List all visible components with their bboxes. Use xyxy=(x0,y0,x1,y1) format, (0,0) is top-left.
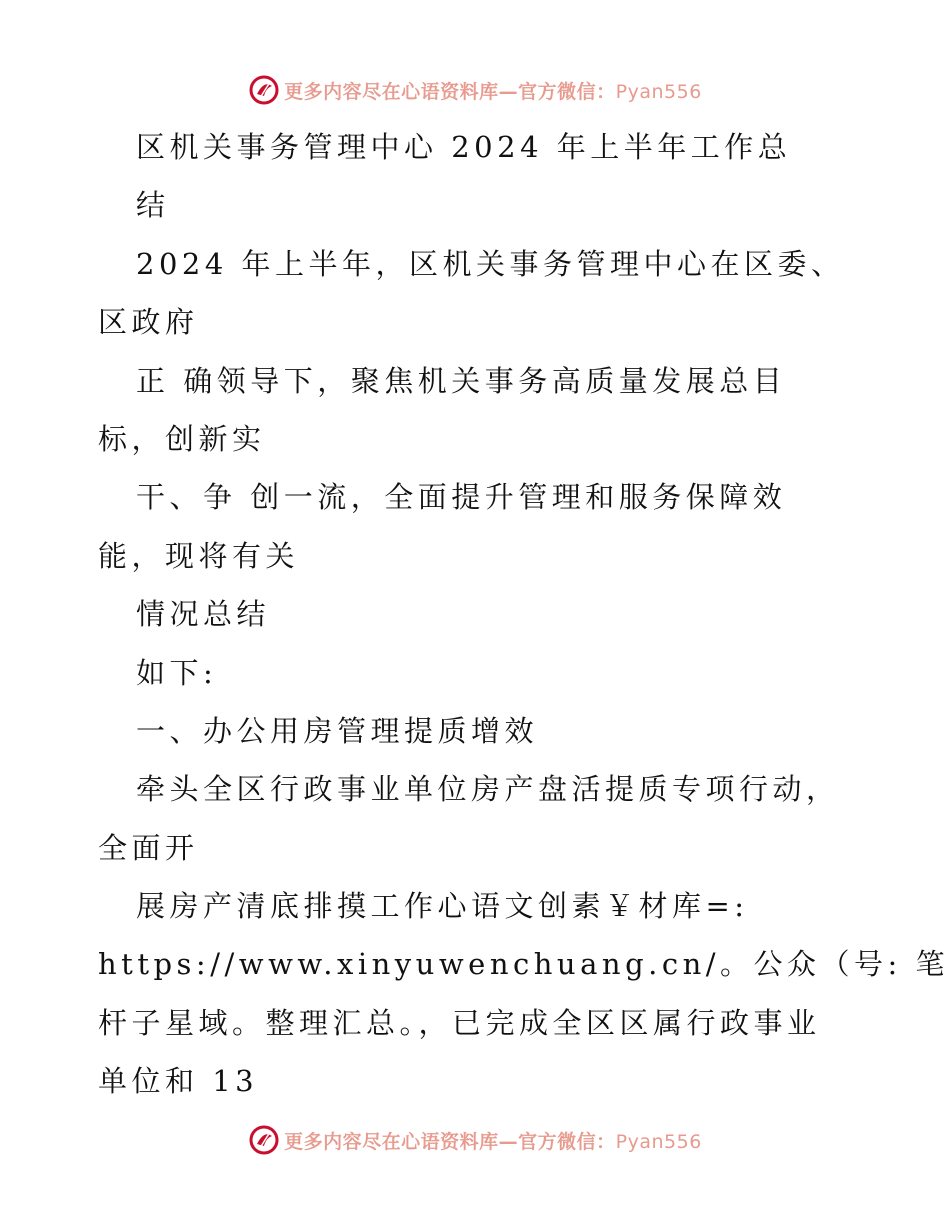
text-line: 展房产清底排摸工作心语文创素￥材库=: xyxy=(136,889,749,924)
header-watermark-banner xyxy=(0,70,950,110)
footer-watermark-banner xyxy=(0,1120,950,1160)
red-swirl-logo-icon xyxy=(248,1124,280,1156)
red-swirl-logo-icon xyxy=(248,74,280,106)
text-line: 情况总结 xyxy=(136,597,271,632)
text-line: 如下: xyxy=(136,655,218,690)
watermark-text: 更多内容尽在心语资料库—官方微信：Pyan556 xyxy=(284,80,702,103)
text-line: 结 xyxy=(136,188,170,223)
document-body xyxy=(98,118,950,1111)
text-line: 区机关事务管理中心 2024 年上半年工作总 xyxy=(136,130,792,164)
text-line: 正 确领导下，聚焦机关事务高质量发展总目 xyxy=(136,363,787,398)
text-line: 杆子星域。整理汇总。，已完成全区区属行政事业 xyxy=(98,1005,821,1040)
watermark-text: 更多内容尽在心语资料库—官方微信：Pyan556 xyxy=(284,1130,702,1153)
text-line: 能，现将有关 xyxy=(98,538,300,573)
text-line: 区政府 xyxy=(98,305,199,340)
text-line: 全面开 xyxy=(98,830,199,865)
text-line: 牵头全区行政事业单位房产盘活提质专项行动， xyxy=(136,772,840,807)
text-line: 2024 年上半年，区机关事务管理中心在区委、 xyxy=(136,246,845,281)
text-line: https://www.xinyuwenchuang.cn/。公众（号: 笔 xyxy=(98,947,950,982)
text-line: 干、争 创一流，全面提升管理和服务保障效 xyxy=(136,480,787,515)
text-line: 标，创新实 xyxy=(98,421,266,456)
text-line: 一、办公用房管理提质增效 xyxy=(136,713,539,748)
text-line: 单位和 13 xyxy=(98,1064,259,1099)
